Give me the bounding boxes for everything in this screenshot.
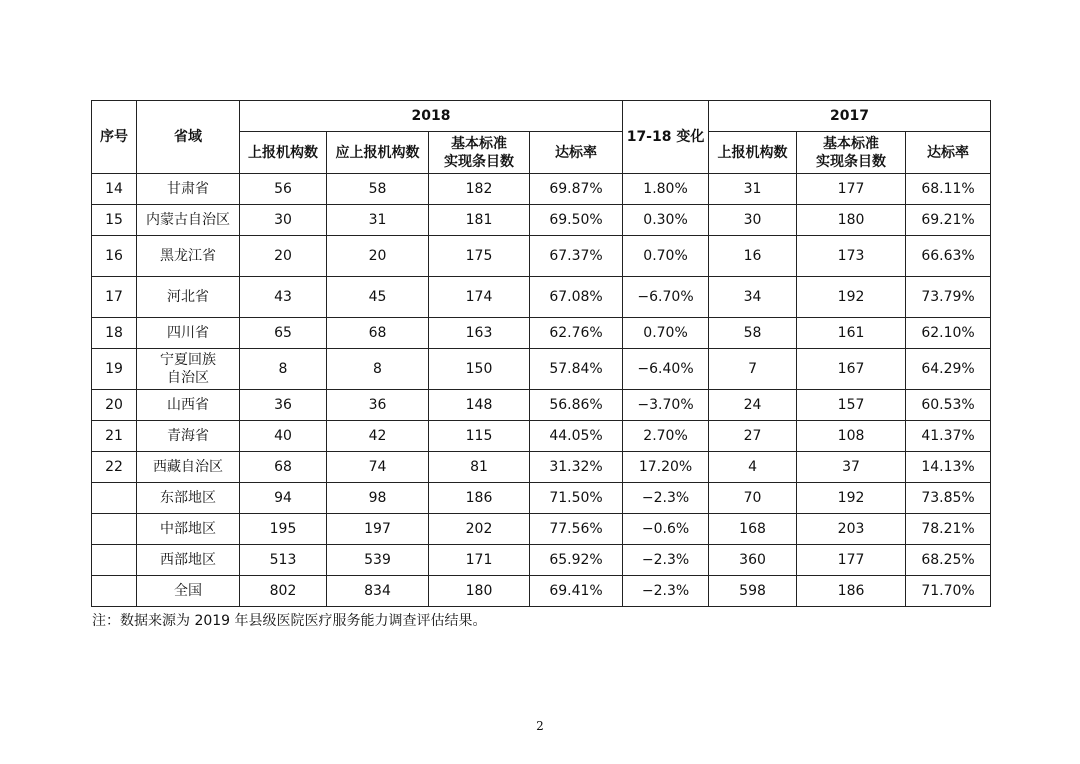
cell-items2018: 181: [429, 205, 530, 236]
header-seq: 序号: [92, 101, 137, 174]
header-2017-reported: 上报机构数: [709, 132, 797, 174]
cell-items2018: 202: [429, 514, 530, 545]
cell-rate2018: 65.92%: [530, 545, 623, 576]
cell-r2018: 20: [240, 236, 327, 277]
cell-seq: 15: [92, 205, 137, 236]
cell-change: −0.6%: [623, 514, 709, 545]
cell-rate2018: 67.08%: [530, 277, 623, 318]
data-table: [91, 100, 991, 607]
cell-r2018: 36: [240, 390, 327, 421]
header-change: 17-18 变化: [623, 101, 709, 174]
cell-rate2018: 77.56%: [530, 514, 623, 545]
cell-seq: 21: [92, 421, 137, 452]
cell-change: −2.3%: [623, 545, 709, 576]
cell-r2017: 31: [709, 174, 797, 205]
cell-items2017: 173: [797, 236, 906, 277]
cell-rate2017: 71.70%: [906, 576, 991, 607]
cell-r2017: 598: [709, 576, 797, 607]
page-number: 2: [536, 719, 544, 733]
cell-s2018: 98: [327, 483, 429, 514]
cell-seq: 16: [92, 236, 137, 277]
cell-rate2018: 69.50%: [530, 205, 623, 236]
cell-change: −3.70%: [623, 390, 709, 421]
cell-s2018: 20: [327, 236, 429, 277]
cell-items2018: 115: [429, 421, 530, 452]
cell-seq: [92, 514, 137, 545]
cell-s2018: 539: [327, 545, 429, 576]
cell-r2018: 68: [240, 452, 327, 483]
cell-change: −2.3%: [623, 483, 709, 514]
cell-rate2017: 41.37%: [906, 421, 991, 452]
cell-r2017: 7: [709, 349, 797, 390]
cell-r2018: 94: [240, 483, 327, 514]
header-2018-reported: 上报机构数: [240, 132, 327, 174]
cell-province: 四川省: [137, 318, 240, 349]
cell-s2018: 74: [327, 452, 429, 483]
cell-r2018: 8: [240, 349, 327, 390]
cell-items2017: 192: [797, 277, 906, 318]
cell-province: 全国: [137, 576, 240, 607]
table-body: [92, 174, 991, 607]
cell-rate2017: 69.21%: [906, 205, 991, 236]
table-row: [92, 452, 991, 483]
cell-province: 宁夏回族 自治区: [137, 349, 240, 390]
header-year-2017: 2017: [709, 101, 991, 132]
cell-seq: 19: [92, 349, 137, 390]
cell-change: 2.70%: [623, 421, 709, 452]
cell-province: 山西省: [137, 390, 240, 421]
cell-rate2018: 67.37%: [530, 236, 623, 277]
cell-province: 青海省: [137, 421, 240, 452]
header-row-top: [92, 101, 991, 132]
cell-items2017: 180: [797, 205, 906, 236]
cell-r2018: 40: [240, 421, 327, 452]
cell-rate2017: 68.25%: [906, 545, 991, 576]
cell-seq: [92, 483, 137, 514]
cell-items2018: 81: [429, 452, 530, 483]
cell-r2017: 168: [709, 514, 797, 545]
cell-rate2017: 73.85%: [906, 483, 991, 514]
cell-change: 0.30%: [623, 205, 709, 236]
cell-seq: 20: [92, 390, 137, 421]
cell-rate2017: 78.21%: [906, 514, 991, 545]
cell-province: 黑龙江省: [137, 236, 240, 277]
cell-seq: 14: [92, 174, 137, 205]
table-footnote: 注：数据来源为 2019 年县级医院医疗服务能力调查评估结果。: [92, 613, 487, 629]
table-row: [92, 421, 991, 452]
cell-change: −2.3%: [623, 576, 709, 607]
cell-rate2017: 68.11%: [906, 174, 991, 205]
cell-items2018: 175: [429, 236, 530, 277]
cell-seq: 18: [92, 318, 137, 349]
table-row: [92, 205, 991, 236]
cell-r2017: 360: [709, 545, 797, 576]
cell-s2018: 31: [327, 205, 429, 236]
cell-r2017: 34: [709, 277, 797, 318]
cell-rate2018: 56.86%: [530, 390, 623, 421]
cell-s2018: 8: [327, 349, 429, 390]
cell-seq: 17: [92, 277, 137, 318]
cell-items2018: 186: [429, 483, 530, 514]
cell-r2017: 27: [709, 421, 797, 452]
cell-r2017: 30: [709, 205, 797, 236]
table-row: [92, 277, 991, 318]
cell-s2018: 834: [327, 576, 429, 607]
cell-r2018: 65: [240, 318, 327, 349]
cell-items2017: 203: [797, 514, 906, 545]
cell-r2018: 56: [240, 174, 327, 205]
cell-r2018: 513: [240, 545, 327, 576]
table-row: [92, 390, 991, 421]
cell-r2017: 16: [709, 236, 797, 277]
header-2017-rate: 达标率: [906, 132, 991, 174]
cell-province: 西藏自治区: [137, 452, 240, 483]
cell-r2018: 802: [240, 576, 327, 607]
cell-items2018: 148: [429, 390, 530, 421]
cell-items2017: 37: [797, 452, 906, 483]
cell-change: −6.70%: [623, 277, 709, 318]
cell-items2017: 186: [797, 576, 906, 607]
cell-s2018: 36: [327, 390, 429, 421]
cell-items2017: 161: [797, 318, 906, 349]
cell-rate2017: 60.53%: [906, 390, 991, 421]
cell-change: 17.20%: [623, 452, 709, 483]
cell-province: 河北省: [137, 277, 240, 318]
cell-r2017: 70: [709, 483, 797, 514]
cell-items2017: 167: [797, 349, 906, 390]
cell-province: 西部地区: [137, 545, 240, 576]
table-row: [92, 483, 991, 514]
cell-rate2018: 71.50%: [530, 483, 623, 514]
cell-rate2017: 73.79%: [906, 277, 991, 318]
cell-rate2018: 62.76%: [530, 318, 623, 349]
cell-province: 东部地区: [137, 483, 240, 514]
cell-rate2017: 62.10%: [906, 318, 991, 349]
cell-seq: [92, 545, 137, 576]
header-province: 省域: [137, 101, 240, 174]
table-row: [92, 318, 991, 349]
cell-items2017: 157: [797, 390, 906, 421]
cell-items2018: 174: [429, 277, 530, 318]
cell-s2018: 68: [327, 318, 429, 349]
table-row: [92, 349, 991, 390]
header-2018-items: 基本标准 实现条目数: [429, 132, 530, 174]
cell-items2017: 177: [797, 174, 906, 205]
cell-items2018: 171: [429, 545, 530, 576]
cell-items2017: 177: [797, 545, 906, 576]
cell-seq: [92, 576, 137, 607]
cell-items2018: 163: [429, 318, 530, 349]
cell-change: 0.70%: [623, 236, 709, 277]
cell-province: 中部地区: [137, 514, 240, 545]
cell-rate2017: 64.29%: [906, 349, 991, 390]
cell-rate2017: 66.63%: [906, 236, 991, 277]
cell-items2017: 192: [797, 483, 906, 514]
cell-items2018: 180: [429, 576, 530, 607]
cell-rate2018: 44.05%: [530, 421, 623, 452]
cell-r2018: 30: [240, 205, 327, 236]
header-2018-rate: 达标率: [530, 132, 623, 174]
cell-r2017: 4: [709, 452, 797, 483]
cell-s2018: 45: [327, 277, 429, 318]
cell-change: 0.70%: [623, 318, 709, 349]
cell-r2017: 24: [709, 390, 797, 421]
table-row: [92, 514, 991, 545]
header-year-2018: 2018: [240, 101, 623, 132]
table-row: [92, 236, 991, 277]
cell-r2017: 58: [709, 318, 797, 349]
cell-s2018: 58: [327, 174, 429, 205]
cell-rate2018: 57.84%: [530, 349, 623, 390]
cell-province: 内蒙古自治区: [137, 205, 240, 236]
table-row: [92, 576, 991, 607]
cell-province: 甘肃省: [137, 174, 240, 205]
cell-seq: 22: [92, 452, 137, 483]
cell-rate2018: 69.41%: [530, 576, 623, 607]
header-2017-items: 基本标准 实现条目数: [797, 132, 906, 174]
cell-rate2018: 31.32%: [530, 452, 623, 483]
cell-change: −6.40%: [623, 349, 709, 390]
table-row: [92, 174, 991, 205]
cell-rate2017: 14.13%: [906, 452, 991, 483]
cell-items2018: 150: [429, 349, 530, 390]
cell-s2018: 42: [327, 421, 429, 452]
cell-items2017: 108: [797, 421, 906, 452]
cell-change: 1.80%: [623, 174, 709, 205]
cell-r2018: 43: [240, 277, 327, 318]
cell-rate2018: 69.87%: [530, 174, 623, 205]
header-2018-should-report: 应上报机构数: [327, 132, 429, 174]
cell-s2018: 197: [327, 514, 429, 545]
cell-items2018: 182: [429, 174, 530, 205]
cell-r2018: 195: [240, 514, 327, 545]
table-row: [92, 545, 991, 576]
